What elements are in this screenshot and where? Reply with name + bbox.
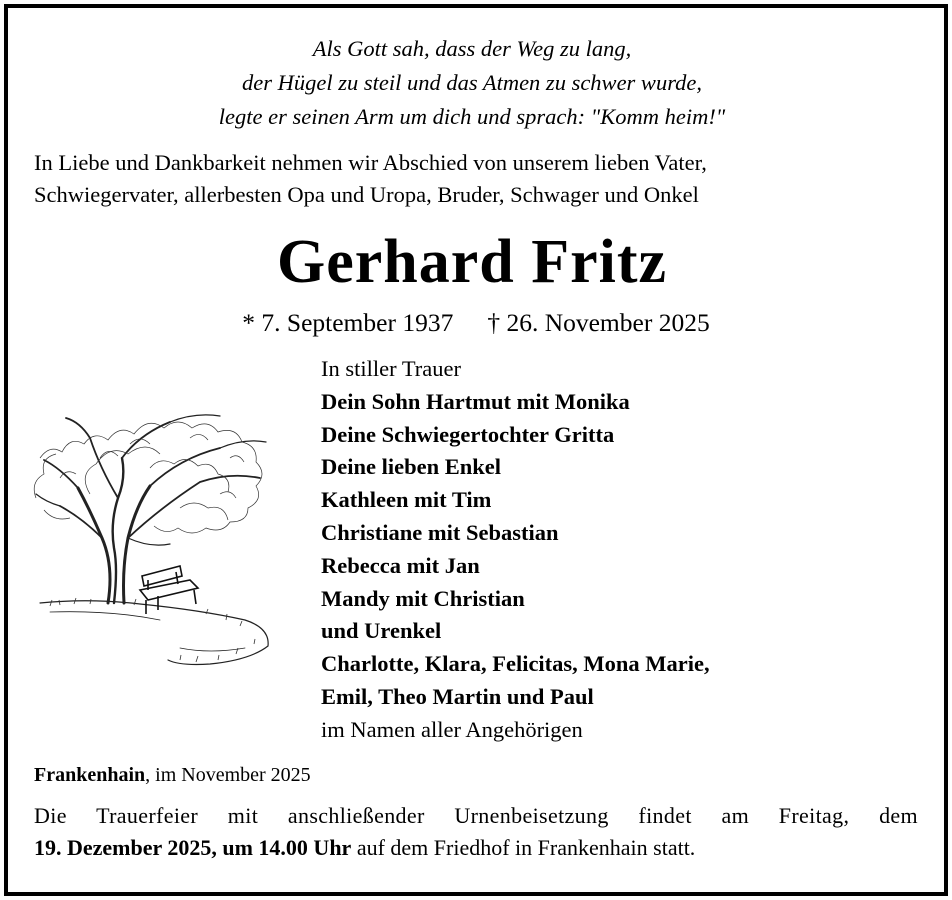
service-line: Die Trauerfeier mit anschließender Urnenbeisetzung findet am Freitag, dem	[34, 803, 918, 828]
tree-with-bench-icon	[30, 398, 276, 670]
service-location: auf dem Friedhof in Frankenhain statt.	[351, 835, 696, 860]
mourner-name: Christiane mit Sebastian	[321, 519, 559, 545]
mourner-name: Deine lieben Enkel	[321, 454, 502, 480]
service-datetime: 19. Dezember 2025, um 14.00 Uhr	[34, 835, 352, 860]
intro-text	[34, 147, 934, 211]
intro-line: In Liebe und Dankbarkeit nehmen wir Abschied von unserem lieben Vater,	[34, 150, 707, 175]
place-date	[34, 762, 311, 788]
poem	[0, 32, 944, 134]
poem-line: Als Gott sah, dass der Weg zu lang,	[312, 36, 632, 61]
death-date: † 26. November 2025	[487, 308, 710, 337]
service-line	[34, 832, 918, 864]
mourner-name: Deine Schwiegertochter Gritta	[321, 421, 615, 447]
mourners-list	[321, 353, 710, 747]
life-dates	[0, 305, 952, 341]
mourner-name: Mandy mit Christian	[321, 585, 525, 611]
place-date-text: , im November 2025	[145, 764, 311, 786]
mourner-name: Dein Sohn Hartmut mit Monika	[321, 388, 630, 414]
mourner-name: und Urenkel	[321, 618, 442, 644]
place-town: Frankenhain	[34, 764, 146, 786]
mourner-name: Charlotte, Klara, Felicitas, Mona Marie,	[321, 651, 710, 677]
birth-date: * 7. September 1937	[242, 308, 454, 337]
mourner-name: Rebecca mit Jan	[321, 552, 480, 578]
mourners-header: In stiller Trauer	[321, 356, 461, 381]
poem-line: der Hügel zu steil und das Atmen zu schwer wurde,	[242, 70, 702, 95]
deceased-name: Gerhard Fritz	[276, 228, 668, 296]
poem-line: legte er seinen Arm um dich und sprach: "Komm heim!"	[218, 104, 726, 129]
intro-line: Schwiegervater, allerbesten Opa und Uropa, Bruder, Schwager und Onkel	[34, 182, 699, 207]
service-notice	[34, 800, 918, 864]
mourners-footer: im Namen aller Angehörigen	[321, 716, 583, 742]
mourner-name: Emil, Theo Martin und Paul	[321, 683, 594, 709]
mourner-name: Kathleen mit Tim	[321, 487, 492, 513]
